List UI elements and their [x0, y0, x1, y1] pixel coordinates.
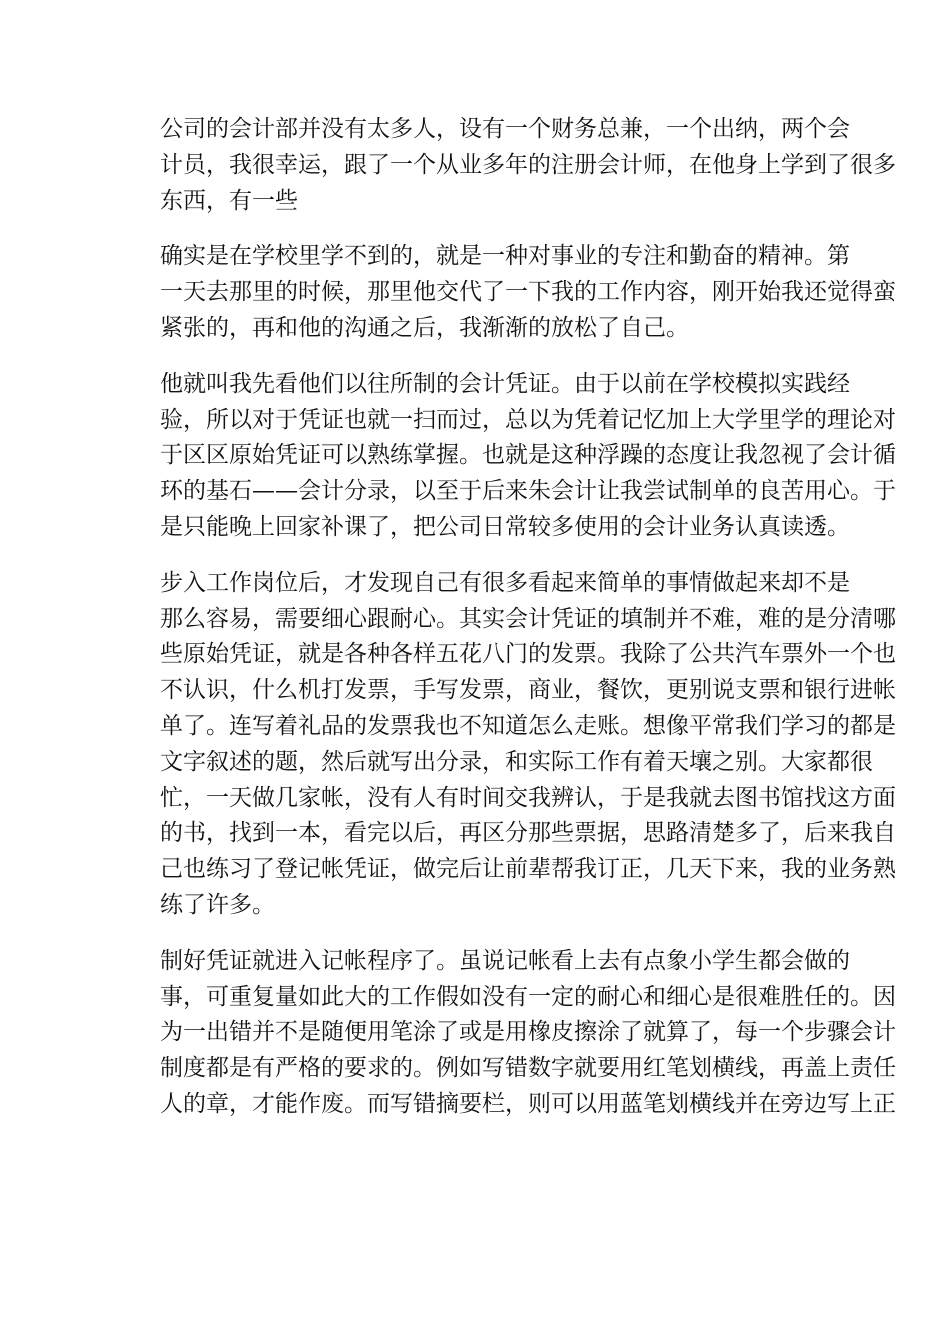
text-line: 是只能晚上回家补课了，把公司日常较多使用的会计业务认真读透。 [160, 513, 850, 540]
text-line: 文字叙述的题，然后就写出分录，和实际工作有着天壤之别。大家都很 [160, 748, 873, 775]
text-line: 制度都是有严格的要求的。例如写错数字就要用红笔划横线，再盖上责任 [160, 1055, 896, 1082]
text-line: 制好凭证就进入记帐程序了。虽说记帐看上去有点象小学生都会做的 [160, 947, 850, 974]
paragraph-1 [114, 112, 896, 219]
text-line: 忙，一天做几家帐，没有人有时间交我辨认，于是我就去图书馆找这方面 [160, 784, 896, 811]
text-line: 紧张的，再和他的沟通之后，我渐渐的放松了自己。 [160, 314, 689, 341]
text-line: 验，所以对于凭证也就一扫而过，总以为凭着记忆加上大学里学的理论对 [160, 406, 896, 433]
text-line: 环的基石——会计分录，以至于后来朱会计让我尝试制单的良苦用心。于 [160, 478, 896, 505]
paragraph-2 [114, 239, 896, 346]
document-body [114, 112, 896, 1143]
text-line: 他就叫我先看他们以往所制的会计凭证。由于以前在学校模拟实践经 [160, 370, 850, 397]
text-line: 公司的会计部并没有太多人，设有一个财务总兼，一个出纳，两个会 [160, 116, 850, 142]
text-line: 确实是在学校里学不到的，就是一种对事业的专注和勤奋的精神。第 [160, 243, 850, 270]
text-line: 些原始凭证，就是各种各样五花八门的发票。我除了公共汽车票外一个也 [160, 641, 896, 668]
text-line: 那么容易，需要细心跟耐心。其实会计凭证的填制并不难，难的是分清哪 [160, 605, 896, 632]
text-line: 东西，有一些 [160, 187, 298, 214]
paragraph-5 [114, 944, 896, 1123]
text-line: 不认识，什么机打发票，手写发票，商业，餐饮，更别说支票和银行进帐 [160, 677, 896, 704]
text-line: 事，可重复量如此大的工作假如没有一定的耐心和细心是很难胜任的。因 [160, 983, 896, 1010]
text-line: 己也练习了登记帐凭证，做完后让前辈帮我订正，几天下来，我的业务熟 [160, 856, 896, 883]
text-line: 人的章，才能作废。而写错摘要栏，则可以用蓝笔划横线并在旁边写上正 [160, 1090, 896, 1117]
text-line: 练了许多。 [160, 891, 275, 918]
paragraph-3 [114, 367, 896, 546]
text-line: 一天去那里的时候，那里他交代了一下我的工作内容，刚开始我还觉得蛮 [160, 279, 896, 306]
text-line: 为一出错并不是随便用笔涂了或是用橡皮擦涂了就算了，每一个步骤会计 [160, 1019, 896, 1046]
text-line: 计员，我很幸运，跟了一个从业多年的注册会计师，在他身上学到了很多 [160, 151, 896, 178]
paragraph-4 [114, 566, 896, 924]
text-line: 步入工作岗位后，才发现自己有很多看起来简单的事情做起来却不是 [160, 569, 850, 596]
text-line: 于区区原始凭证可以熟练掌握。也就是这种浮躁的态度让我忽视了会计循 [160, 442, 896, 469]
text-line: 的书，找到一本，看完以后，再区分那些票据，思路清楚多了，后来我自 [160, 820, 896, 847]
text-line: 单了。连写着礼品的发票我也不知道怎么走账。想像平常我们学习的都是 [160, 712, 896, 739]
